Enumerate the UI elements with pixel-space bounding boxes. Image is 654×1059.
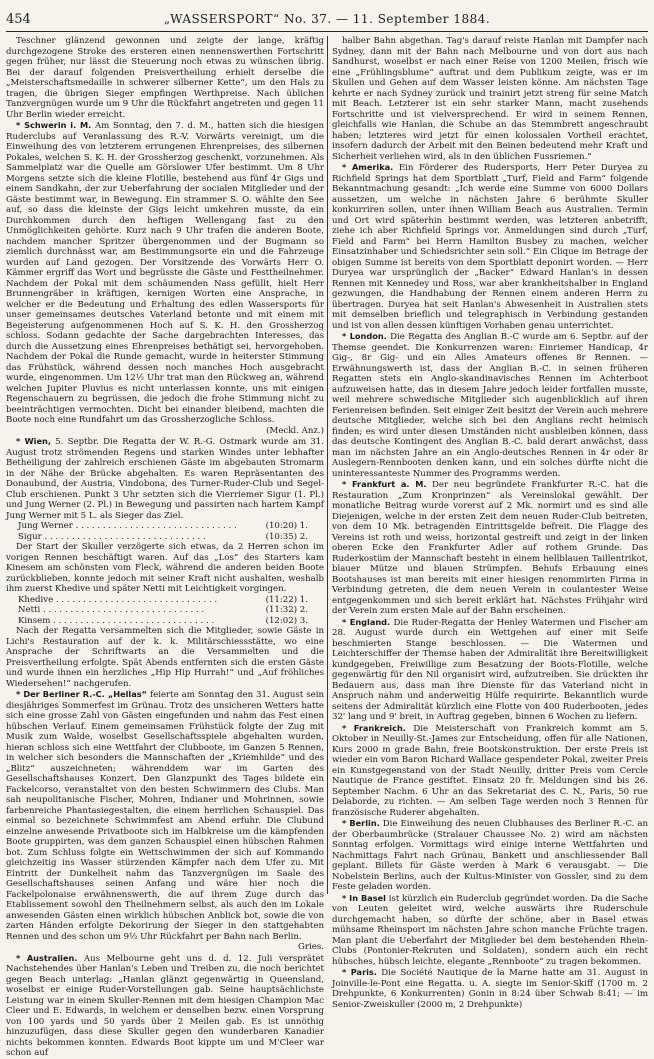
source-note: Gries. <box>298 942 324 952</box>
article-australien-continued: halber Bahn abgethan. Tag's darauf reiste Hanlan mit Dampfer nach Sydney, dann mit der Bahn nach Melbourne und von dort aus nach Sandhurst, woselbst er nach einer Reise von 1200 Meilen, frisch wie eine „Frühlingsblume“ auftrat und dem Publikum zeigte, was er im Skullen und Gehen auf dem Wasser leisten könne. Am nächsten Tage kehrte er nach Sydney zurück und trainirt jetzt streng für seine Match mit Beach. Letzterer ist ein sehr starker Mann, macht zusehends Fortschritte und ist vielversprechend. Er wird in seinem Rennen, gleichfalls wie Hanlan, die Schube an das Stemmbrett angeschraubt haben; letzteres wird jetzt für einen kolossalen Vortheil erachtet, insofern dadurch der Arbeit mit den Beinen bedeutend mehr Kraft und Sicherheit verliehen wird, als in den üblichen Fussriemen.“ <box>332 36 648 162</box>
result-row: Kinsem . . . (12:02) 3. <box>18 616 308 627</box>
dateline-hellas: * Der Berliner R.-C. „Hellas“ <box>16 689 148 699</box>
article-london <box>332 331 648 479</box>
article-hellas <box>6 689 324 942</box>
article-frankreich <box>332 723 648 819</box>
article-london-text: Die Regatta des Anglian B.-C wurde am 6. Septbr. auf der Themse geendet. Die Konkurrenzen waren: Einriemer Handicap, 4r Gig-, 8r Gig- und ein Alles Amateurs offenes 8r Rennen. — Erwähnungswerth ist, dass der Anglian B.-C. in seinen früheren Regatten stets ein Anglo-skandinavisches Rennen im Achterboot aufzuweisen hatte, das in diesem Jahre jedoch leider fortfallen musste, weil mehrere schwedische Mitglieder sich augenblicklich auf ihren Ferienreisen befinden. Seit einiger Zeit besitzt der Verein auch mehrere deutsche Mitglieder, welche sich bei den Anglians recht heimisch finden; es wird unter diesen Umständen nicht ausbleiben können, dass das deutsche Kontingent des Anglian B.-C. bald derart anwächst, dass man im nächsten Jahre an ein Anglo-deutsches Rennen in 4r oder 8r Auslegern-Rennbooten denken kann, und ein solches dürfte nicht die uninteressanteste Nummer des Programms werden. <box>332 332 648 479</box>
masthead-title: „WASSERSPORT“ No. 37. — 11. September 1884. <box>163 12 491 26</box>
header-rule <box>6 31 648 32</box>
dateline-schwerin: * Schwerin i. M. <box>16 120 92 130</box>
result-row: Jung Werner . . . (10:20) 1. <box>18 521 308 532</box>
article-paris <box>332 967 648 1010</box>
article-amerika <box>332 162 648 331</box>
dateline-australien: * Australien. <box>16 952 78 963</box>
article-hellas-text: feierte am Sonntag den 31. August sein diesjähriges Sommerfest im Grünau. Trotz des unsicheren Wetters hatte sich eine grosse Zahl von Gästen eingefunden und nahm das Fest einen hübschen Verlauf. Einem gemeinsamen Frühstück folgte der Zug mit Musik zum Walde, woselbst Gesellschaftsspiele abgehalten wurden, hieran schloss sich eine Wettfahrt der Clubboote, im Ganzen 5 Rennen, in welcher sich besonders die Mannschaften der „Kriemhilde“ und des „Blitz“ auszeichneten; währenddem war im Garten des Gesellschaftshauses Konzert. Den Glanzpunkt des Tages bildete ein Fackelcorso, veranstaltet von den besten Schwimmern des Clubs. Man sah neupolitanische Fischer, Mohren, Indianer und Mohrinnen, sowie farbenreiche Phantasiegestalten, die einem herrlichen Schauspiel. Das einmal so bezeichnete Schwimmfest am Abend erfuhr. Die Clubund einzelne anwesende Privatboote sich im Halbkreise um die kämpfenden Boote gruppirten, was dem ganzen Schauspiel einen hübschen Rahmen bot. Zum Schluss folgte ein Wettschwimmen der sich auf Kommando gleichzeitig ins Wasser stürzenden Kämpfer nach dem Ufer zu. Mit Eintritt der Dunkelheit nahm das Tanzvergnügen im Saale des Gesellschaftshauses seinen Anfang und wäre hier noch die Fackelpolonaise erwähnenswerth, die auf ihrem Zuge durch das Etablissement sowohl den Theilnehmern selbst, als auch den im Lokale anwesenden Gästen einen wirklich hübschen Anblick bot, sowie die von zarten Händen erfolgte Dekorirung der Sieger in den stattgehabten Rennen und des schon um 9½ Uhr Rückfahrt per Bahn nach Berlin. <box>6 690 324 942</box>
dateline-berlin: * Berlin. <box>342 818 380 828</box>
dateline-wien: * Wien, <box>16 436 51 446</box>
page-header <box>6 10 648 32</box>
result-row: Khedive . . . (11:22) 1. <box>18 595 308 606</box>
article-england-text: Die Ruder-Regatta der Henley Watermen und Fischer am 28. August wurde durch ein Wettgehen auf einer mit Seife beschmierten Stange beschlossen. — Die Watermen und Leichterschiffer der Themse haben der Admiralität ihre Bereitwilligkeit kundgegeben, Freiwillige zum Besatzung der Boots-Flotille, welche gegenwärtig für den Nil organisirt wird, aufzutreiben. Sie drückten ihr Bedauern aus, dass man ihre Dienste für das Vaterland nicht in Anspruch nahm und anderweitig Hülfe requirirte. Bekanntlich wurde seitens der Admiralität kürzlich eine Flotte von 400 Ruderbooten, jedes 32' lang und 9' breit, in Auftrag gegeben, binnen 6 Wochen zu liefern. <box>332 617 649 722</box>
article-berlin <box>332 818 648 893</box>
article-england <box>332 617 648 723</box>
source-note: (Meckl. Anz.) <box>266 425 324 436</box>
results-table-fours <box>18 521 308 542</box>
dateline-frankfurt: * Frankfurt a. M. <box>342 479 427 489</box>
result-row: Sigur . . . (10:35) 2. <box>18 532 308 543</box>
article-frankfurt-text: Der neu begründete Frankfurter R.-C. hat die Restauration „Zum Kronprinzen“ als Vereinslokal gewählt. Der monatliche Beitrag wurde vorerst auf 2 Mk. normirt und es sind alle Diejenigen, welche in der ersten Zeit dem neuen Ruder-Club beitreten, von dem 10 Mk. betragenden Eintrittsgelde befreit. Die Flagge des Vereins ist roth und weiss, horizontal gestreift und zeigt in der linken oberen Ecke den Frankfurter Adler auf rothem Grunde. Das Ruderkostüm der Mannschaft besteht in einem hellblauen Taillentrikot, blauer Mütze und blauen Strümpfen. Behufs Erbauung eines Bootshauses ist man bereits mit einer hiesigen renommirten Firma in Verbindung getreten, die dem neuen Verein in coulantester Weise entgegenkommen und sich bereit erklärt hat. Nächstes Frühjahr wird der Verein zum ersten Male auf der Bahn erscheinen. <box>332 480 648 616</box>
article-wien-sculls: Der Start der Skuller verzögerte sich etwas, da 2 Herren schon im vorigen Rennen beschäftigt waren. Auf das „Los“ des Starters kam Kinesem am schönsten vom Fleck, während die anderen beiden Boote zurückblieben, konnte jedoch mit seiner Kraft nicht aushalten, weshalb ihm zuerst Khedive und später Netti mit Leichtigkeit vorgingen. <box>6 542 324 594</box>
result-row: Netti . . . (11:32) 2. <box>18 605 308 616</box>
article-schwerin <box>6 120 324 426</box>
article-wien-text: 5. Septbr. Die Regatta der W. R.-G. Ostmark wurde am 31. August trotz strömenden Regens und starken Windes unter lebhafter Betheiligung der zahlreich erschienen Gäste im abgebauten Stromarm in der Nähe der Brücke abgehalten. Es waren Repräsentanten des Donaubund, der Austria, Vindobona, des Turner-Ruder-Club und Segel-Club erschienen. Punkt 3 Uhr setzten sich die Vierriemer Sigur (1. Pl.) und Jung Werner (2. Pl.) in Bewegung und passirten nach hartem Kampf Jung Werner mit 5 L. als Sieger das Ziel. <box>6 437 324 521</box>
article-australien <box>6 953 324 1059</box>
article-australien-text: Aus Melbourne geht uns d. d. 12. Juli versprätet Nachstehendes über Hanlan's Leben und Treiben zu, die noch berichtet gegen Beach unterlag: „Hanlan glänzt gegenwärtig in Queensland, woselbst er einige Ruder-Vorstellungen gab. Seine hauptsächlichste Leistung war in einem Skuller-Rennen mit dem hiesigen Champion Mac Cleer und E. Edwards, in welchem er denselben bezw. einen Vorsprung von 100 yards und 50 yards über 2 Meilen gab. Es ist unnöthig hinzuzufügen, dass diese Skuller gegen den wunderbaren Kanadier nichts bekommen konnten. Edwards Boot kippte um und M'Cleer war schon auf <box>6 953 324 1058</box>
article-continued: Teschner glänzend gewonnen und zeigte der lange, kräftig durchgezogene Stroke des ersteren einen nennenswerthen Fortschritt gegen früher, nur lässt die Steuerung noch etwas zu wünschen übrig. Bei der darauf folgenden Preisvertheilung erhielt derselbe die „Meisterschaftsmedaille in schwerer silberner Kette“, um den Hals zu tragen, die übrigen Sieger empfingen Werthpreise. Nach üblichen Tanzvergnügen wurde um 9 Uhr die Rückfahrt angetreten und gegen 11 Uhr Berlin wieder erreicht. <box>6 36 324 120</box>
dateline-paris: * Paris. <box>342 967 377 977</box>
dateline-amerika: * Amerika. <box>342 162 394 172</box>
article-frankfurt <box>332 479 648 617</box>
article-wien <box>6 436 324 521</box>
column-divider <box>327 36 328 894</box>
page-number: 454 <box>6 12 31 27</box>
article-basel <box>332 893 648 968</box>
article-wien-closing: Nach der Regatta versammelten sich die Mitglieder, sowie Gäste in Lichi's Restauration auf der k. k. Militärschiessstätte, wo eine Ansprache der Schriftwarts an die Versammelten und die Preisvertheilung erfolgte. Spät Abends entfernten sich die ersten Gäste und wurde ihnen ein herzliches „Hip Hip Hurrah!“ und „Auf fröhliches Wiedersehen!“ nachgerufen. <box>6 626 324 689</box>
article-amerika-text: Ein Förderer des Rudersports, Herr Peter Duryea zu Richfield Springs hat dem Sportblatt „Turf, Field and Farm“ folgende Bekanntmachung gesandt: „Ich werde eine Summe von 6000 Dollars aussetzen, um welche in nächsten Jahre 6 berühmte Skuller konkurriren sollen, unter ihnen William Beach aus Australien. Termin und Ort wird späterhin bestimmt werden, was letzteren anbetrifft, ziehe ich aber Richfield Springs vor. Anmeldungen sind durch „Turf, Field and Farm“ bei Herrn Hamilton Busbey zu machen, welcher Einsatzinhaber und Schiedsrichter sein soll.“ Ein Clique im Betrage der obigen Summe ist bereits von dem Sportblatt deponirt worden. — Herr Duryea war ursprünglich der „Backer“ Edward Hanlan's in dessen Rennen mit Kennedey und Ross, war aber krankheitshalber in England gezwungen, die Handhabung der Rennen einem anderen Herrn zu übertragen. Duryea hat seit Hanlan's Abwesenheit in Australien stets mit demselben brieflich und telegraphisch in Verbindung gestanden und ist von allen dessen künftigen Vorhaben genau unterrichtet. <box>332 163 648 331</box>
article-schwerin-text: Am Sonntag, den 7. d. M., hatten sich die hiesigen Ruderclubs auf Veranlassung des R.-V. Vorwärts vereinigt, um die Einweihung des von letzterem errungenen Ehrenpreises, des silbernen Pokales, welchen S. K. H. der Grossherzog geschenkt, vorzunehmen. Als Sammelplatz war die Quelle am Görslower Ufer bestimmt. Um 8 Uhr Morgens setzte sich die kleine Flotille, bestehend aus fünf 4r Gigs und einem Sandkahn, der zur Ueberfahrung der socialen Mitglieder und der Gäste bestimmt war, in Bewegung. Ein strammer S. O. wählte den See auf, so dass die kleinste der Gigs leicht umkehren musste, da ein Durchkommen durch den heftigen Wellengang fast zu den Unmöglichkeiten gehörte. Kurz nach 9 Uhr trafen die anderen Boote, nachdem mancher Spritzer übergenommen und der Bugmann so ziemlich durchnässt war, am Bestimmungsorte ein und die Fahrzeuge wurden auf Land gezogen. Der Vorsitzende des Vorwärts Herr O. Kämmer ergriff das Wort und begrüsste die Gäste und Festtheilnehmer. Nachdem der Pokal mit dem schäumenden Nass gefüllt, hielt Herr Brunnengräber in kräftigen, kernigen Worten eine Ansprache, in welcher er die Bedeutung und Erhaltung des edlen Wassersports für unser gemeinsames deutsches Vaterland betonte und mit einem mit Begeisterung aufgenommenen Hoch auf S. K. H. den Grossherzog schloss. Sodann gedachte der Sache dargebrachten Interesses, das durch die Aussetzung eines Ehrenpreises bethätigt sei, hervorgehoben. Nachdem der Pokal die Runde gemacht, wurde in heiterster Stimmung das Frühstück, während dessen noch manches Hoch ausgebracht wurde, eingenommen. Um 12½ Uhr trat man den Rückweg an, während welchen Jupiter Pluvius es nicht unterlassen konnte, uns mit einigen Regenschauern zu begrüssen, die jedoch die frohe Stimmung nicht zu beeinträchtigen vermochten. Dicht bei einander bleibend, machten die Boote noch eine Rundfahrt um das Grossherzogliche Schloss. <box>6 121 324 425</box>
article-berlin-text: Die Einweihung des neuen Clubhauses des Berliner R.-C. an der Oberbaumbrücke (Stralauer Chaussee No. 2) wird am nächsten Sonntag erfolgen. Vormittags wird einige interne Wettfahrten und Nachmittags Fahrt nach Grünau, Bankett und anschliessender Ball geplant. Billets für Gäste werden à Mark 6 verausgabt. — Die Nobelstein Berlins, auch der Kultus-Minister von Gossler, sind zu dem Feste geladen worden. <box>332 819 649 892</box>
article-paris-text: Die Société Nautique de la Marne hatte am 31. August in Joinville-le-Pont eine Regatta. u. A. siegte im Senior-Skiff (1700 m. 2 Drehpunkte, 6 Konkurrenten) Gonin in 8:24 über Schwab 8:41; — im Senior-Zweiskuller (2000 m, 2 Drehpunkte) <box>332 968 649 1010</box>
article-frankreich-text: Die Meisterschaft von Frankreich kommt am 5. Oktober in Neuilly-St.-James zur Entscheidung, offen für alle Nationen, Kurs 2000 m grade Bahn, freie Bootskonstruktion. Der erste Preis ist wieder ein vom Baron Richard Wallace gespendeter Pokal, zweiter Preis ein Kunstgegenstand von der Stadt Neuilly, dritter Preis vom Cercle Nautique de France gestiftet. Einsatz 20 fr. Meldungen sind bis 26. September Nachm. 6 Uhr an das Sekretariat des C. N., Paris, 50 rue Delaborde, zu richten. — Am selben Tage werden noch 3 Rennen für französische Ruderer abgehalten. <box>332 723 649 818</box>
dateline-frankreich: * Frankreich. <box>342 722 406 733</box>
article-basel-text: ist kürzlich ein Ruderclub gegründet worden. Da die Sache von Leuten geleitet wird, welche auswärts ihre Ruderschule durchgemacht haben, so dürfte der schöne, aber in Basel etwas mühsame Rheinsport im nächsten Jahre schon manche Früchte tragen. Man plant die Ueberfahrt der Mitglieder bei dem bestehenden Rhein-Clubs (Pontonier-Rekruten und Soldaten), sondern auch ein recht hübsches, hübsch leichte, elegante „Rennboote“ zu tragen bekommen. <box>332 893 649 967</box>
results-table-sculls <box>18 595 308 627</box>
dateline-basel: * In Basel <box>342 892 386 903</box>
right-column <box>332 36 649 1010</box>
dateline-england: * England. <box>342 616 391 627</box>
dateline-london: * London. <box>342 331 387 341</box>
left-column <box>6 36 324 1058</box>
